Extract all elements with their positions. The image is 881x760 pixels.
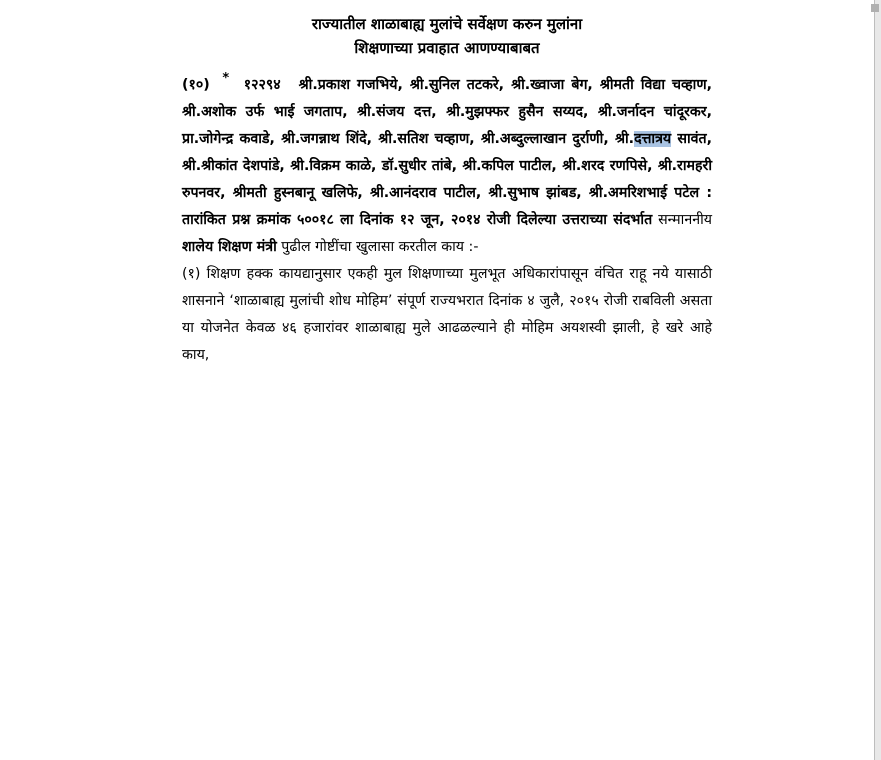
document-title: [182, 12, 712, 60]
members-list-part-2: सावंत, श्री.श्रीकांत देशपांडे, श्री.विक्रम काळे, डॉ.सुधीर तांबे, श्री.कपिल पाटील, श्री.शरद रणपिसे, श्री.रामहरी रुपनवर, श्रीमती हुस्नबानू खलिफे, श्री.आनंदराव पाटील, श्री.सुभाष झांबड, श्री.अमरिशभाई पटेल : तारांकित प्रश्न क्रमांक ५००१८ ला दिनांक १२ जून, २०१४ रोजी दिलेल्या उत्तराच्या संदर्भात: [182, 131, 713, 228]
question-paragraph: [182, 72, 712, 261]
document-body: [182, 12, 712, 369]
selected-text-highlight[interactable]: दत्तात्रय: [634, 131, 672, 147]
question-number: (१०): [182, 77, 210, 93]
corner-marker: [871, 4, 879, 12]
title-line-2: शिक्षणाच्या प्रवाहात आणण्याबाबत: [354, 39, 540, 57]
star-mark: *: [222, 71, 230, 86]
scrollbar-edge[interactable]: [874, 0, 881, 760]
title-line-1: राज्यातील शाळाबाह्य मुलांचे सर्वेक्षण करुन मुलांना: [311, 15, 583, 33]
subquestion-1: (१) शिक्षण हक्क कायद्यानुसार एकही मुल शिक्षणाच्या मुलभूत अधिकारांपासून वंचित राहू नये यासाठी शासनाने ‘शाळाबाह्य मुलांची शोध मोहिम’ संपूर्ण राज्यभरात दिनांक ४ जुलै, २०१५ रोजी राबविली असता या योजनेत केवळ ४६ हजारांवर शाळाबाह्य मुले आढळल्याने ही मोहिम अयशस्वी झाली, हे खरे आहे काय,: [182, 266, 712, 363]
question-id: १२२९४: [243, 77, 281, 93]
members-list-part-1: श्री.प्रकाश गजभिये, श्री.सुनिल तटकरे, श्री.ख्वाजा बेग, श्रीमती विद्या चव्हाण, श्री.अशोक उर्फ भाई जगताप, श्री.संजय दत्त, श्री.मुझफ्फर हुसैन सय्यद, श्री.जर्नादन चांदूरकर, प्रा.जोगेन्द्र कवाडे, श्री.जगन्नाथ शिंदे, श्री.सतिश चव्हाण, श्री.अब्दुल्लाखान दुर्राणी, श्री.: [182, 77, 712, 147]
ask-text: पुढील गोष्टींचा खुलासा करतील काय :-: [276, 239, 479, 255]
minister-name: शालेय शिक्षण मंत्री: [182, 239, 277, 255]
honorific-text: सन्माननीय: [652, 212, 712, 228]
